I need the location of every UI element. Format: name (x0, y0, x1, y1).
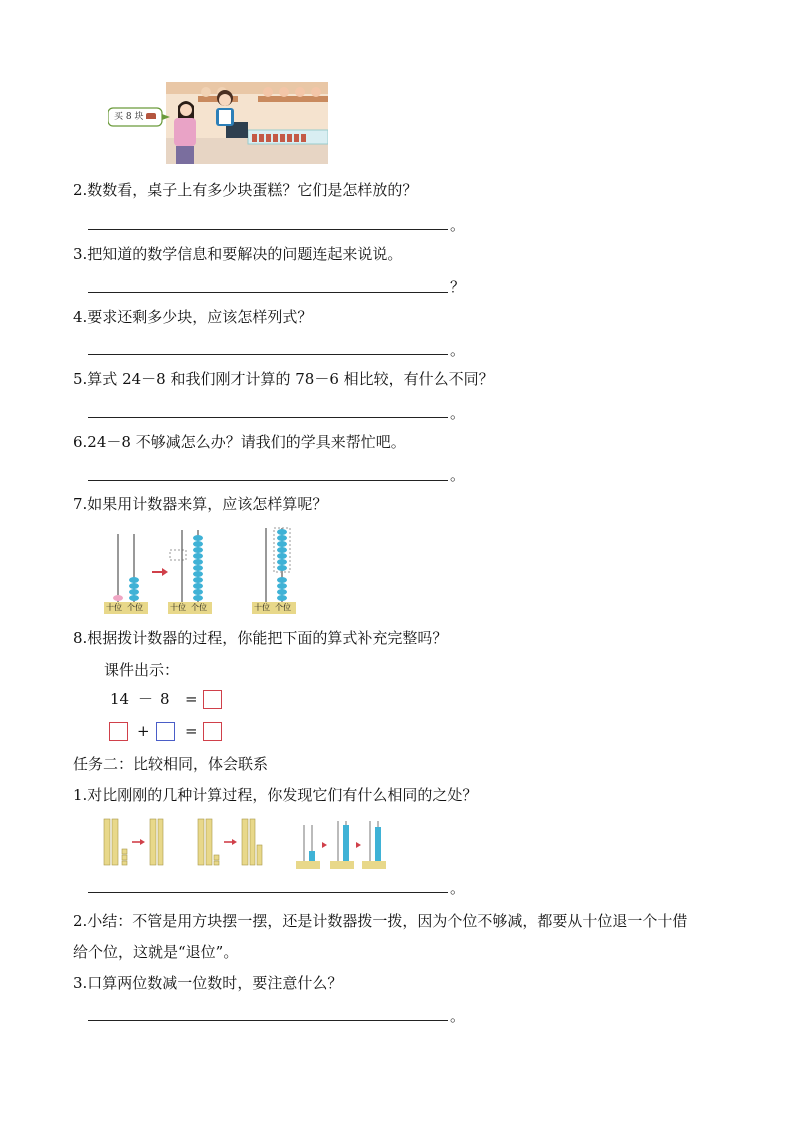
eq2-box-3[interactable] (203, 722, 222, 741)
answer-line-4[interactable] (88, 354, 448, 355)
courseware-label: 课件出示： (104, 661, 180, 679)
arrow-icon-2 (132, 839, 145, 845)
answer-end-3: ？ (450, 278, 466, 296)
abacus-1-tens-label: 十位 (106, 603, 122, 612)
answer-end-5: 。 (450, 404, 466, 422)
eq2-box-2[interactable] (156, 722, 175, 741)
abacus-3-ones-label: 个位 (275, 603, 291, 612)
abacus-2 (168, 530, 212, 614)
arrow-icon-3 (224, 839, 237, 845)
question-7: 7.如果用计数器来算，应该怎样算呢？ (73, 495, 328, 513)
blocks-and-abacus-drawing (100, 815, 390, 871)
question-4: 4.要求还剩多少块，应该怎样列式？ (73, 308, 313, 326)
comparison-illustration (100, 815, 390, 871)
task2-answer-end-1: 。 (450, 879, 466, 897)
question-3: 3.把知道的数学信息和要解决的问题连起来说说。 (73, 245, 403, 263)
abacus-2-tens-label: 十位 (170, 603, 186, 612)
question-6: 6.24－8 不够减怎么办？请我们的学具来帮忙吧。 (73, 433, 406, 451)
task2-summary-line-2: 给个位，这就是“退位”。 (73, 943, 239, 961)
eq2-equals: = (185, 722, 198, 740)
task2-question-3: 3.口算两位数减一位数时，要注意什么？ (73, 974, 343, 992)
answer-line-6[interactable] (88, 480, 448, 481)
cake-icon (146, 113, 156, 119)
abacus-1-ones-label: 个位 (127, 603, 143, 612)
answer-line-2[interactable] (88, 229, 448, 230)
arrow-icon-1 (152, 568, 168, 576)
task2-question-1: 1.对比刚刚的几种计算过程，你发现它们有什么相同的之处？ (73, 786, 478, 804)
abacus-sequence (100, 524, 310, 616)
abacus-3 (252, 528, 296, 614)
eq1-b: 8 (160, 690, 170, 708)
task2-answer-line-1[interactable] (88, 892, 448, 893)
question-5: 5.算式 24－8 和我们刚才计算的 78－6 相比较，有什么不同？ (73, 370, 494, 388)
eq2-plus: + (137, 722, 150, 740)
answer-end-4: 。 (450, 341, 466, 359)
eq1-answer-box[interactable] (203, 690, 222, 709)
task2-summary-line-1: 2.小结：不管是用方块摆一摆，还是计数器拨一拨，因为个位不够减，都要从十位退一个十借 (73, 912, 688, 930)
question-8: 8.根据拨计数器的过程，你能把下面的算式补充完整吗？ (73, 629, 448, 647)
shop-illustration (108, 82, 328, 164)
task2-answer-end-3: 。 (450, 1007, 466, 1025)
abacus-1 (104, 534, 148, 614)
abacus-2-ones-label: 个位 (191, 603, 207, 612)
speech-text: 买 8 块 (114, 112, 144, 122)
eq1-a: 14 (110, 690, 130, 708)
answer-end-6: 。 (450, 466, 466, 484)
task2-answer-line-3[interactable] (88, 1020, 448, 1021)
answer-end-2: 。 (450, 216, 466, 234)
eq1-op: － (138, 690, 154, 708)
eq1-equals: = (185, 690, 198, 708)
question-2: 2.数数看，桌子上有多少块蛋糕？它们是怎样放的？ (73, 181, 418, 199)
eq2-box-1[interactable] (109, 722, 128, 741)
task2-title: 任务二：比较相同，体会联系 (73, 755, 269, 773)
answer-line-5[interactable] (88, 417, 448, 418)
abacus-3-tens-label: 十位 (254, 603, 270, 612)
cake-shop-scene (108, 82, 328, 164)
answer-line-3[interactable] (88, 292, 448, 293)
